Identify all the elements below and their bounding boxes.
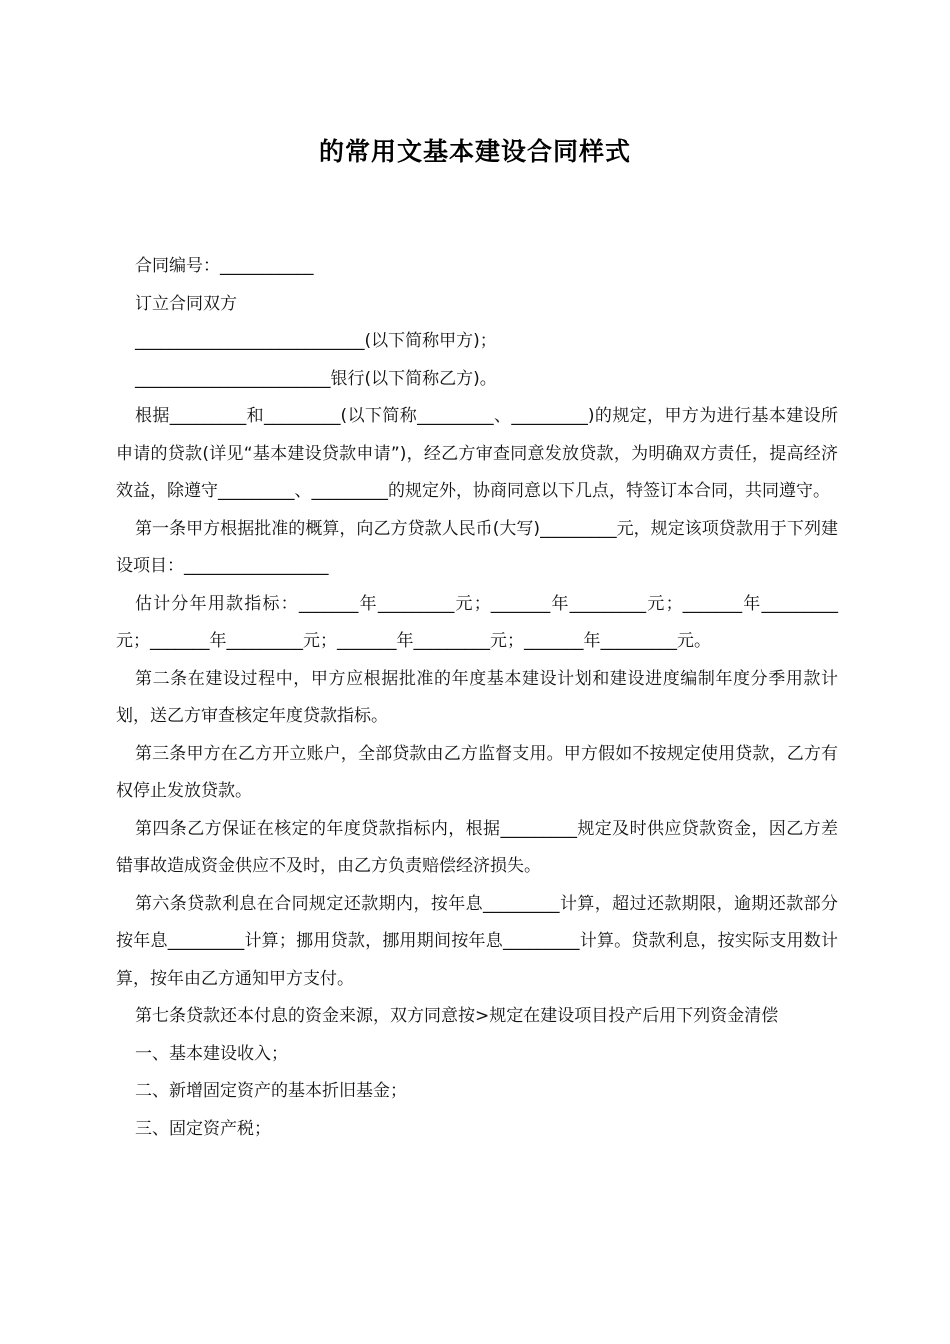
article-1-paragraph: 第一条甲方根据批准的概算，向乙方贷款人民币(大写)_________元，规定该项贷款用于下列建设项目：_________________ [116, 518, 838, 576]
party-b-line: _______________________银行(以下简称乙方)。 [135, 368, 497, 389]
parties-heading: 订立合同双方 [135, 293, 237, 314]
repayment-source-item-1: 一、基本建设收入； [135, 1043, 288, 1064]
article-2-paragraph: 第二条在建设过程中，甲方应根据批准的年度基本建设计划和建设进度编制年度分季用款计划，送乙方审查核定年度贷款指标。 [116, 668, 838, 726]
repayment-source-item-2: 二、新增固定资产的基本折旧基金； [135, 1081, 407, 1101]
document-body [116, 248, 838, 1148]
article-7-paragraph: 第七条贷款还本付息的资金来源，双方同意按>规定在建设项目投产后用下列资金清偿 [135, 1006, 779, 1026]
contract-number-line: 合同编号：___________ [135, 256, 314, 276]
article-4-paragraph: 第四条乙方保证在核定的年度贷款指标内，根据_________规定及时供应贷款资金，因乙方差错事故造成资金供应不及时，由乙方负责赔偿经济损失。 [116, 818, 838, 876]
annual-allocation-paragraph: 估计分年用款指标：_______年_________元；_______年_________元；_______年_________元；_______年_________元；_______年_________元；_______年_________元。 [116, 593, 838, 651]
article-3-paragraph: 第三条甲方在乙方开立账户，全部贷款由乙方监督支用。甲方假如不按规定使用贷款，乙方有权停止发放贷款。 [116, 743, 838, 801]
document-title: 的常用文基本建设合同样式 [318, 137, 631, 166]
repayment-source-item-3: 三、固定资产税； [135, 1118, 271, 1139]
preamble-paragraph: 根据_________和_________(以下简称_________、_________)的规定，甲方为进行基本建设所申请的贷款(详见“基本建设贷款申请”)，经乙方审查同意发放贷款，为明确双方责任，提高经济效益，除遵守_________、_________的规定外，协商同意以下几点，特签订本合同，共同遵守。 [116, 406, 838, 501]
party-a-line: ___________________________(以下简称甲方)； [135, 331, 497, 351]
article-6-paragraph: 第六条贷款利息在合同规定还款期内，按年息_________计算，超过还款期限，逾期还款部分按年息_________计算；挪用贷款，挪用期间按年息_________计算。贷款利息，按实际支用数计算，按年由乙方通知甲方支付。 [116, 893, 838, 989]
